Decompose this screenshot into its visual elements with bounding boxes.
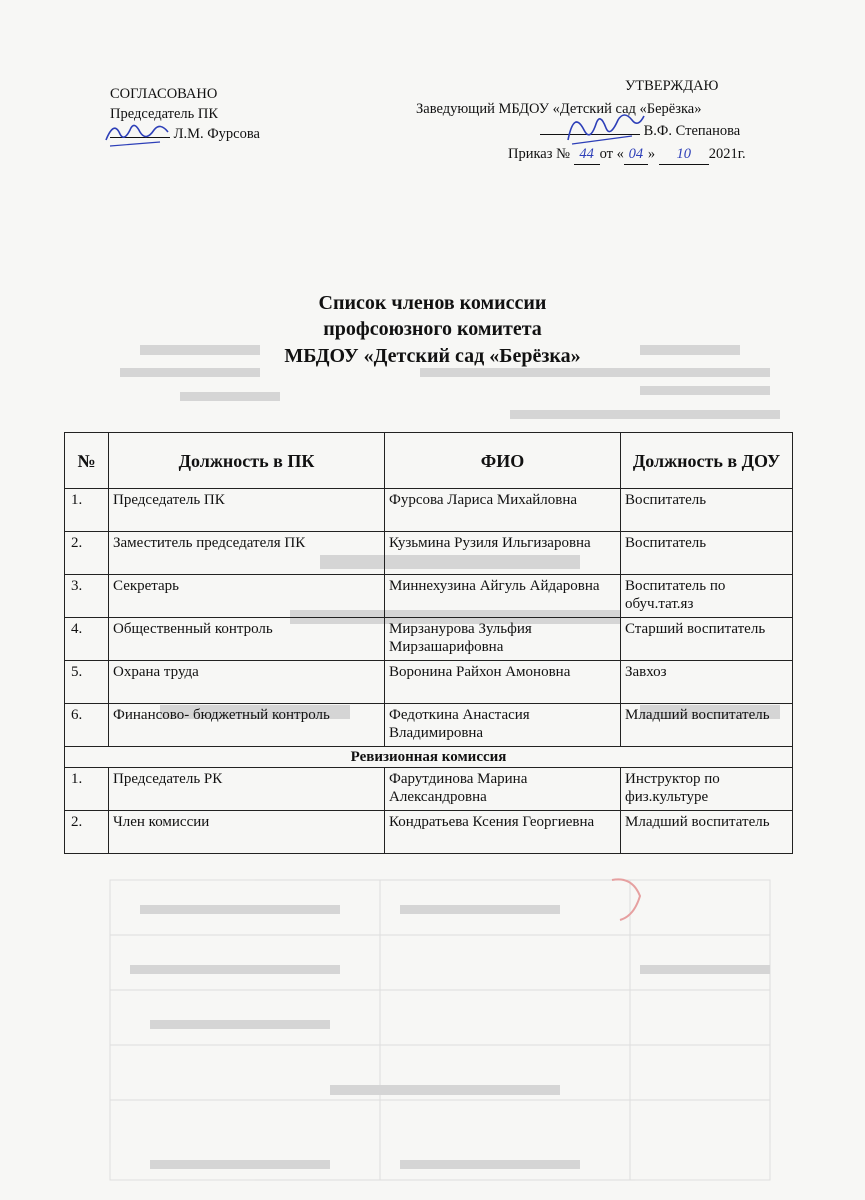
- table-row: [65, 811, 793, 854]
- cell-pk-position: Секретарь: [109, 575, 385, 618]
- order-number: 44: [574, 144, 600, 165]
- column-header-full-name: ФИО: [385, 433, 621, 489]
- approval-right-heading: УТВЕРЖДАЮ: [625, 78, 719, 94]
- cell-pk-position: Заместитель председателя ПК: [109, 532, 385, 575]
- cell-number: 1.: [65, 489, 109, 532]
- order-month: 10: [659, 144, 709, 165]
- cell-dou-position: Воспитатель: [621, 532, 793, 575]
- cell-number: 1.: [65, 768, 109, 811]
- table-row: [65, 575, 793, 618]
- cell-number: 6.: [65, 704, 109, 747]
- approval-left-heading: СОГЛАСОВАНО: [110, 86, 218, 102]
- table-header-row: [65, 433, 793, 489]
- approval-right-signer: В.Ф. Степанова: [643, 123, 741, 139]
- cell-pk-position: Член комиссии: [109, 811, 385, 854]
- cell-number: 2.: [65, 811, 109, 854]
- approval-right-role: Заведующий МБДОУ «Детский сад «Берёзка»: [416, 101, 702, 117]
- cell-full-name: Федоткина Анастасия Владимировна: [385, 704, 621, 747]
- cell-dou-position: Воспитатель по обуч.тат.яз: [621, 575, 793, 618]
- cell-full-name: Кузьмина Рузиля Ильгизаровна: [385, 532, 621, 575]
- column-header-dou-position: Должность в ДОУ: [621, 433, 793, 489]
- cell-full-name: Фарутдинова Марина Александровна: [385, 768, 621, 811]
- table-row: [65, 661, 793, 704]
- order-day: 04: [624, 144, 648, 165]
- approval-left-signer: Л.М. Фурсова: [173, 126, 260, 142]
- table-row: [65, 532, 793, 575]
- signature-fursova-icon: [100, 112, 180, 152]
- cell-full-name: Фурсова Лариса Михайловна: [385, 489, 621, 532]
- page-title-line-3: МБДОУ «Детский сад «Берёзка»: [284, 345, 581, 367]
- cell-full-name: Мирзанурова Зульфия Мирзашарифовна: [385, 618, 621, 661]
- cell-dou-position: Младший воспитатель: [621, 704, 793, 747]
- cell-dou-position: Инструктор по физ.культуре: [621, 768, 793, 811]
- table-row: [65, 768, 793, 811]
- cell-dou-position: Завхоз: [621, 661, 793, 704]
- cell-pk-position: Общественный контроль: [109, 618, 385, 661]
- cell-number: 3.: [65, 575, 109, 618]
- cell-number: 2.: [65, 532, 109, 575]
- page-title-line-2: профсоюзного комитета: [323, 318, 542, 340]
- cell-full-name: Миннехузина Айгуль Айдаровна: [385, 575, 621, 618]
- cell-number: 5.: [65, 661, 109, 704]
- cell-dou-position: Воспитатель: [621, 489, 793, 532]
- cell-pk-position: Финансово- бюджетный контроль: [109, 704, 385, 747]
- members-table: [64, 432, 793, 854]
- cell-pk-position: Председатель ПК: [109, 489, 385, 532]
- cell-number: 4.: [65, 618, 109, 661]
- signature-stepanova-icon: [560, 104, 650, 148]
- approval-left-role: Председатель ПК: [110, 106, 219, 122]
- order-prefix: Приказ №: [508, 146, 570, 162]
- column-header-pk-position: Должность в ПК: [109, 433, 385, 489]
- section-title-audit-commission: Ревизионная комиссия: [65, 747, 793, 768]
- table-row: [65, 704, 793, 747]
- table-row: [65, 618, 793, 661]
- page-title-line-1: Список членов комиссии: [318, 292, 547, 314]
- cell-full-name: Воронина Райхон Амоновна: [385, 661, 621, 704]
- cell-pk-position: Председатель РК: [109, 768, 385, 811]
- order-close: »: [647, 146, 656, 162]
- cell-dou-position: Старший воспитатель: [621, 618, 793, 661]
- order-from: от «: [599, 146, 624, 162]
- cell-full-name: Кондратьева Ксения Георгиевна: [385, 811, 621, 854]
- order-year: 2021г.: [708, 146, 746, 162]
- section-row: [65, 747, 793, 768]
- cell-pk-position: Охрана труда: [109, 661, 385, 704]
- cell-dou-position: Младший воспитатель: [621, 811, 793, 854]
- table-row: [65, 489, 793, 532]
- column-header-number: №: [65, 433, 109, 489]
